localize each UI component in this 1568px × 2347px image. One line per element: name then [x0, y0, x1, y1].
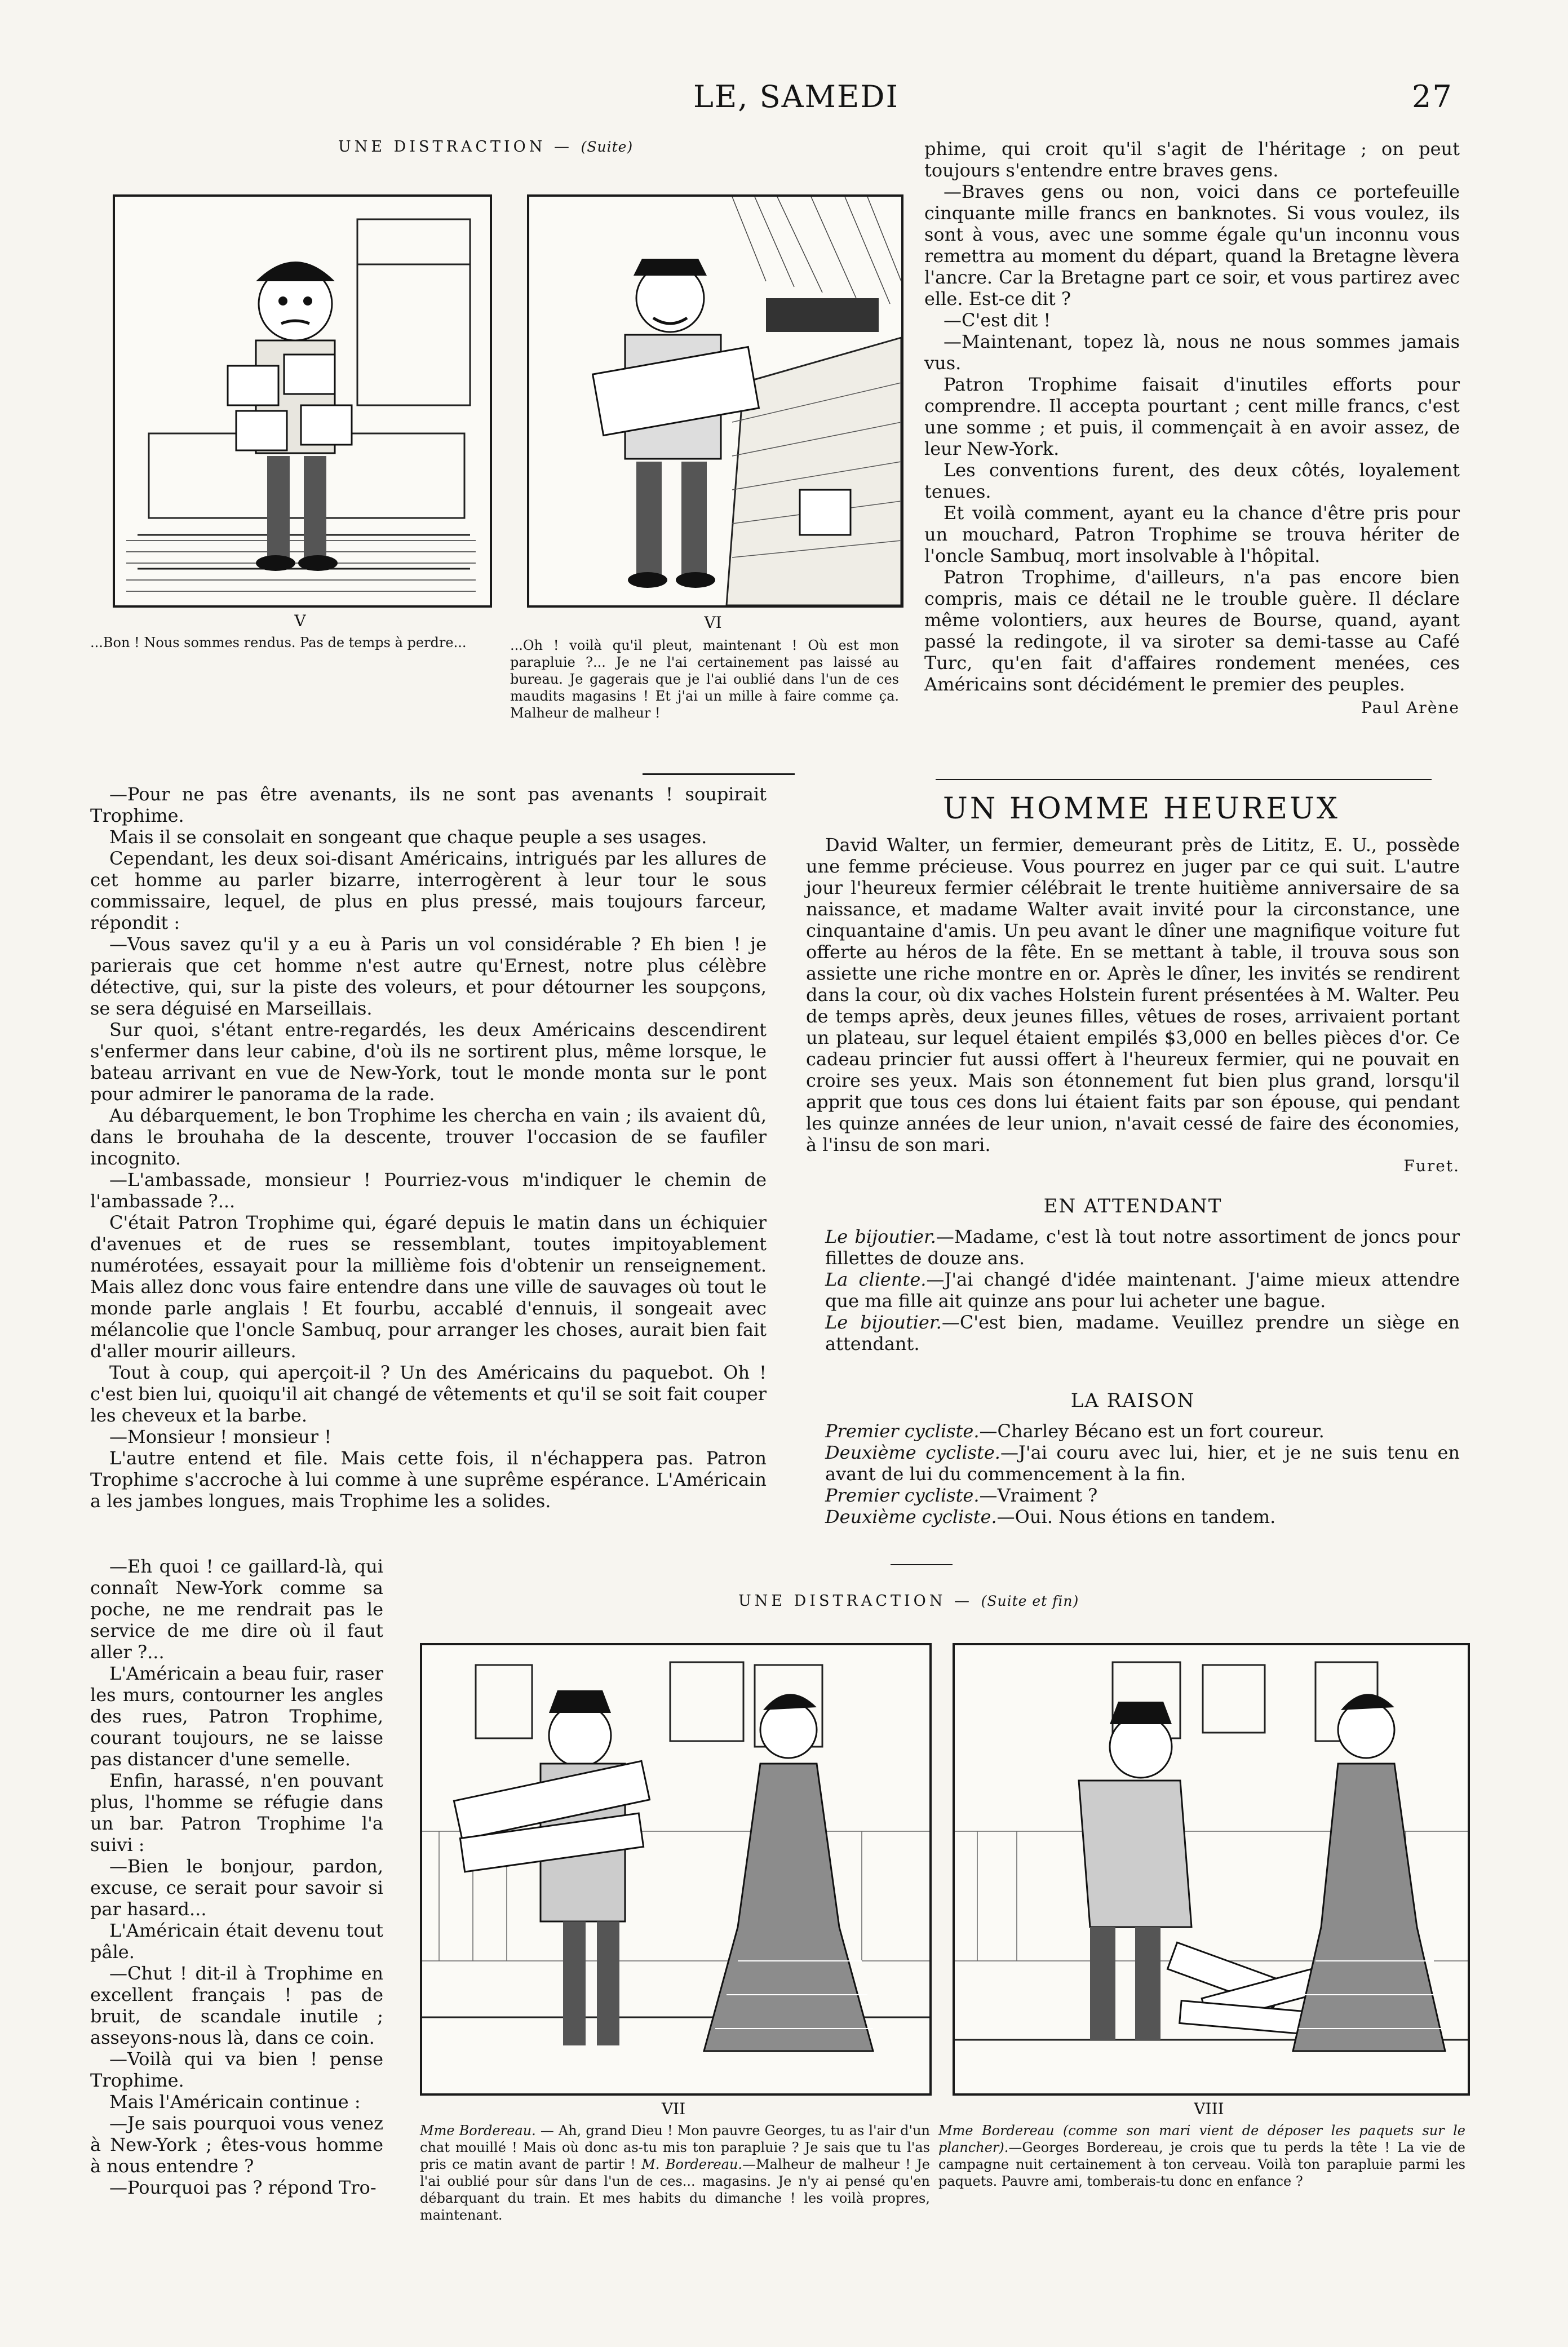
continuation-paragraph: —Maintenant, topez là, nous ne nous sommes jamais vus.: [924, 331, 1460, 374]
dialog-line: [806, 1485, 1460, 1506]
article-homme-text: David Walter, un fermier, demeurant près de Lititz, E. U., possède une femme précieuse. Vous pourrez en juger par ce qui suit. L'autre jour l'heureux fermier célébrait le trente huitième anniversaire de sa naissance, et madame Walter avait invité pour la circonstance, une cinquantaine d'amis. Un peu avant le dîner une magnifique voiture fut offerte au héros de la fête. En se mettant à table, il trouva sous son assiette une riche montre en or. Après le dîner, les invités se rendirent dans la cour, où dix vaches Holstein furent présentées à M. Walter. Peu de temps après, deux jeunes filles, vêtues de roses, arrivaient portant un plateau, sur lequel étaient empilés $3,000 en belles pièces d'or. Ce cadeau princier fut aussi offert à l'heureux fermier, qui ne pouvait en croire ses yeux. Mais son étonnement fut bien plus grand, lorsqu'il apprit que tous ces dons lui étaient faits par son épouse, qui pendant les quinze années de leur union, n'avait cessé de faire des économies, à l'insu de son mari.: [806, 834, 1460, 1155]
panel-vii-caption1: — Ah, grand Dieu ! Mon pauvre Georges, tu as l'air d'un chat mouillé ! Mais où donc as-tu mis ton parapluie ? Je sais que tu l'as pris ce matin avant de partir !: [420, 2123, 930, 2172]
section-divider: [643, 773, 795, 775]
panel-vii-caption2: —Malheur de malheur ! Je l'ai oublié pour sûr dans l'un de ces... magasins. Je n'y ai pensé qu'en débarquant du train. Et mes habits du dimanche ! les voilà propres, maintenant.: [420, 2156, 931, 2223]
comic-panel-v: [113, 194, 492, 608]
section-divider: [891, 1564, 953, 1565]
main-story-narrow: [90, 1556, 383, 2198]
dialog-speaker: Premier cycliste.: [825, 1420, 980, 1442]
panel-viii-speaker: Mme Bordereau (comme son mari vient de déposer les paquets sur le plancher).: [938, 2123, 1465, 2155]
strip-heading-bottom: [738, 1592, 1079, 1610]
story-paragraph: L'Américain a beau fuir, raser les murs, contourner les angles des rues, Patron Trophime, courant toujours, ne se laisse pas distancer d'une semelle.: [90, 1663, 383, 1770]
story-paragraph: —Pour ne pas être avenants, ils ne sont pas avenants ! soupirait Trophime.: [90, 783, 767, 826]
story-continuation: [924, 138, 1460, 719]
story-paragraph: —Pourquoi pas ? répond Tro-: [109, 2177, 377, 2198]
panel-vii-illustration: [422, 1645, 929, 2093]
story-paragraph: —Monsieur ! monsieur !: [109, 1426, 332, 1447]
panel-vii-speaker2: M. Bordereau.: [641, 2156, 743, 2172]
dialog-speaker: Deuxième cycliste.: [825, 1442, 1000, 1463]
dialog-line: [806, 1420, 1460, 1442]
comic-panel-vii: [420, 1643, 932, 2096]
strip-heading-top-suffix: (Suite): [581, 139, 634, 155]
page-number: 27: [1412, 79, 1453, 114]
story-paragraph: Sur quoi, s'étant entre-regardés, les deux Américains descendirent s'enfermer dans leur cabine, d'où ils ne sortirent plus, même lorsque, le bateau arrivant en vue de New-York, tout le monde monta sur le pont pour admirer le panorama de la rade.: [90, 1019, 767, 1105]
dialog-text: —Oui. Nous étions en tandem.: [996, 1506, 1276, 1527]
dialog-text: —Vraiment ?: [979, 1485, 1098, 1506]
panel-vi-illustration: [529, 197, 901, 605]
dialog-speaker: Le bijoutier.: [825, 1226, 936, 1247]
main-story: [90, 783, 767, 1512]
story-paragraph: —Bien le bonjour, pardon, excuse, ce serait pour savoir si par hasard...: [90, 1856, 383, 1920]
story-paragraph: Tout à coup, qui aperçoit-il ? Un des Américains du paquebot. Oh ! c'est bien lui, quoiqu'il ait changé de vêtements et qu'il se soit fait couper les cheveux et la barbe.: [90, 1362, 767, 1426]
story-paragraph: —Je sais pourquoi vous venez à New-York ; êtes-vous homme à nous entendre ?: [90, 2113, 383, 2177]
story-paragraph: C'était Patron Trophime qui, égaré depuis le matin dans un échiquier d'avenues et de rues se ressemblant, toutes impitoyablement numérotées, essayait pour la millième fois d'obtenir un renseignement. Mais allez donc vous faire entendre dans une ville de sauvages où tout le monde parle anglais ! Et fourbu, accablé d'ennuis, il songeait avec mélancolie que l'oncle Sambuq, pour arranger les choses, aurait bien fait d'aller mourir ailleurs.: [90, 1212, 767, 1362]
continuation-paragraph: —C'est dit !: [944, 309, 1051, 331]
article-homme-heureux: [806, 834, 1460, 1177]
dialog-line: [806, 1312, 1460, 1354]
panel-viii-caption-text: —Georges Bordereau, je crois que tu perds la tête ! La vie de campagne nuit certainement à ton cerveau. Voilà ton parapluie parmi les paquets. Pauvre ami, tomberais-tu donc en enfance ?: [938, 2140, 1465, 2189]
author-signature: Paul Arène: [1361, 698, 1460, 717]
story-paragraph: —Chut ! dit-il à Trophime en excellent français ! pas de bruit, de scandale inutile ; asseyons-nous là, dans ce coin.: [90, 1963, 383, 2048]
panel-viii-illustration: [955, 1645, 1468, 2093]
strip-heading-top: [338, 138, 633, 156]
continuation-paragraph: —Braves gens ou non, voici dans ce portefeuille cinquante mille francs en banknotes. Si vous voulez, ils sont à vous, avec une somme égale qu'un inconnu vous remettra au moment du départ, quand la Bretagne lèvera l'ancre. Car la Bretagne part ce soir, et vous partirez avec elle. Est-ce dit ?: [924, 181, 1460, 309]
dialog-line: [806, 1269, 1460, 1312]
continuation-paragraph: Et voilà comment, ayant eu la chance d'être pris pour un mouchard, Patron Trophime se trouva hériter de l'oncle Sambuq, mort insolvable à l'hôpital.: [924, 502, 1460, 566]
dialog-text: —J'ai changé d'idée maintenant. J'aime mieux attendre que ma fille ait quinze ans pour lui acheter une bague.: [825, 1269, 1460, 1312]
story-paragraph: —L'ambassade, monsieur ! Pourriez-vous m'indiquer le chemin de l'ambassade ?...: [90, 1169, 767, 1212]
dialog-speaker: La cliente.: [825, 1269, 927, 1290]
dialog-text: —Madame, c'est là tout notre assortiment de joncs pour fillettes de douze ans.: [825, 1226, 1460, 1269]
panel-v-numeral: V: [294, 612, 306, 630]
panel-vii-numeral: VII: [661, 2100, 686, 2118]
dialog-line: [806, 1226, 1460, 1269]
story-paragraph: Cependant, les deux soi-disant Américains, intrigués par les allures de cet homme au parler bizarre, interrogèrent à leur tour le sous commissaire, lequel, de plus en plus pressé, mais toujours farceur, répondit :: [90, 848, 767, 933]
article-title-en-attendant: EN ATTENDANT: [1043, 1195, 1222, 1217]
dialog-speaker: Le bijoutier.: [825, 1312, 942, 1333]
article-la-raison: [806, 1420, 1460, 1527]
dialog-text: —Charley Bécano est un fort coureur.: [979, 1420, 1325, 1442]
article-title-homme-heureux: UN HOMME HEUREUX: [943, 792, 1340, 826]
panel-v-illustration: [115, 197, 490, 605]
article-homme-signature: Furet.: [1403, 1157, 1460, 1175]
story-paragraph: Mais il se consolait en songeant que chaque peuple a ses usages.: [109, 826, 707, 848]
strip-heading-bottom-suffix: (Suite et fin): [981, 1593, 1079, 1609]
story-paragraph: Enfin, harassé, n'en pouvant plus, l'homme se réfugie dans un bar. Patron Trophime l'a suivi :: [90, 1770, 383, 1856]
continuation-paragraph: phime, qui croit qu'il s'agit de l'héritage ; on peut toujours s'entendre entre braves gens.: [924, 138, 1460, 181]
strip-heading-bottom-text: UNE DISTRACTION —: [738, 1592, 973, 1610]
story-paragraph: —Vous savez qu'il y a eu à Paris un vol considérable ? Eh bien ! je parierais que cet homme n'est autre qu'Ernest, notre plus célèbre détective, qui, sur la piste des voleurs, et pour détourner les soupçons, se sera déguisé en Marseillais.: [90, 933, 767, 1019]
story-paragraph: Mais l'Américain continue :: [109, 2091, 361, 2113]
panel-vii-caption: [420, 2122, 930, 2224]
story-paragraph: —Voilà qui va bien ! pense Trophime.: [90, 2048, 383, 2091]
panel-v-caption: ...Bon ! Nous sommes rendus. Pas de temps à perdre...: [90, 635, 467, 650]
story-paragraph: Au débarquement, le bon Trophime les chercha en vain ; ils avaient dû, dans le brouhaha de la descente, trouver l'occasion de se faufiler incognito.: [90, 1105, 767, 1169]
continuation-paragraph: Patron Trophime faisait d'inutiles efforts pour comprendre. Il accepta pourtant ; cent mille francs, c'est une somme ; et puis, il commençait à en avoir assez, de leur New-York.: [924, 374, 1460, 459]
strip-heading-top-text: UNE DISTRACTION —: [338, 138, 573, 156]
continuation-paragraph: Patron Trophime, d'ailleurs, n'a pas encore bien compris, mais ce détail ne le trouble guère. Il déclare même volontiers, aux heures de Bourse, quand, ayant passé la redingote, il va siroter sa demi-tasse au Café Turc, qu'en fait d'affaires rondement menées, ces Américains sont décidément le premier des peuples.: [924, 566, 1460, 695]
section-divider: [936, 779, 1432, 780]
comic-panel-vi: [527, 194, 903, 608]
panel-viii-caption: [938, 2122, 1465, 2190]
dialog-line: [806, 1506, 1460, 1527]
dialog-speaker: Premier cycliste.: [825, 1485, 980, 1506]
dialog-text: —C'est bien, madame. Veuillez prendre un siège en attendant.: [825, 1312, 1460, 1354]
panel-vii-speaker1: Mme Bordereau.: [420, 2123, 536, 2138]
panel-viii-numeral: VIII: [1194, 2100, 1224, 2118]
story-paragraph: L'Américain était devenu tout pâle.: [90, 1920, 383, 1963]
story-paragraph: —Eh quoi ! ce gaillard-là, qui connaît New-York comme sa poche, ne me rendrait pas le service de me dire où il faut aller ?...: [90, 1556, 383, 1663]
story-paragraph: L'autre entend et file. Mais cette fois, il n'échappera pas. Patron Trophime s'accroche à lui comme à une suprême espérance. L'Américain a les jambes longues, mais Trophime les a solides.: [90, 1447, 767, 1512]
newspaper-title: LE, SAMEDI: [693, 79, 899, 114]
comic-panel-viii: [953, 1643, 1470, 2096]
continuation-paragraph: Les conventions furent, des deux côtés, loyalement tenues.: [924, 459, 1460, 502]
dialog-speaker: Deuxième cycliste.: [825, 1506, 997, 1527]
panel-vi-caption: ...Oh ! voilà qu'il pleut, maintenant ! Où est mon parapluie ?... Je ne l'ai certainement pas laissé au bureau. Je gagerais que je l'ai oublié dans l'un de ces maudits magasins ! Et j'ai un mille à faire comme ça. Malheur de malheur !: [510, 637, 899, 721]
article-title-la-raison: LA RAISON: [1070, 1389, 1195, 1412]
panel-vi-numeral: VI: [704, 613, 722, 632]
dialog-text: —J'ai couru avec lui, hier, et je ne suis tenu en avant de lui du commencement à la fin.: [825, 1442, 1460, 1485]
article-en-attendant: [806, 1226, 1460, 1354]
dialog-line: [806, 1442, 1460, 1485]
